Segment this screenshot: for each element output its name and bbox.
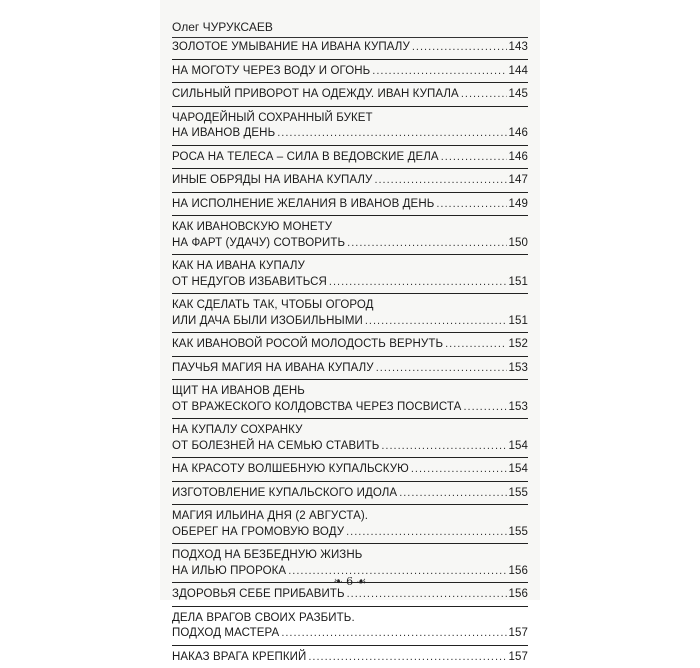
- page-footer: [0, 575, 700, 588]
- toc-page-number: 154: [509, 439, 529, 455]
- page-number: 6: [346, 575, 353, 588]
- ornament-left-icon: ❧: [333, 575, 342, 588]
- toc-entry-title: НА ИЛЬЮ ПРОРОКА: [172, 564, 286, 580]
- toc-page-number: 157: [509, 626, 529, 642]
- dot-leader: [372, 64, 506, 80]
- toc-page-number: 153: [509, 400, 529, 416]
- toc-entry-title: НА ИСПОЛНЕНИЕ ЖЕЛАНИЯ В ИВАНОВ ДЕНЬ: [172, 197, 434, 213]
- toc-page-number: 157: [509, 650, 529, 666]
- toc-entry-title: ИНЫЕ ОБРЯДЫ НА ИВАНА КУПАЛУ: [172, 173, 372, 189]
- toc-entry-title: ДЕЛА ВРАГОВ СВОИХ РАЗБИТЬ.: [172, 611, 355, 627]
- toc-entry-title: НА КРАСОТУ ВОЛШЕБНУЮ КУПАЛЬСКУЮ: [172, 462, 409, 478]
- toc-page-number: 149: [509, 197, 529, 213]
- toc-entry: [172, 481, 528, 505]
- dot-leader: [445, 337, 506, 353]
- toc-entry-title: ОТ БОЛЕЗНЕЙ НА СЕМЬЮ СТАВИТЬ: [172, 439, 379, 455]
- dot-leader: [436, 197, 506, 213]
- toc-entry-title: ОТ НЕДУГОВ ИЗБАВИТЬСЯ: [172, 275, 327, 291]
- toc-entry: [172, 606, 528, 645]
- dot-leader: [308, 650, 506, 666]
- toc-entry-title: ПОДХОД НА БЕЗБЕДНУЮ ЖИЗНЬ: [172, 548, 362, 564]
- toc-entry: [172, 106, 528, 145]
- toc-page-number: 143: [509, 40, 529, 56]
- toc-entry: [172, 504, 528, 543]
- toc-entry: [172, 457, 528, 481]
- toc-entry: [172, 36, 528, 59]
- dot-leader: [411, 462, 507, 478]
- toc-entry: [172, 332, 528, 356]
- dot-leader: [381, 439, 506, 455]
- toc-entry-title: НА МОГОТУ ЧЕРЕЗ ВОДУ И ОГОНЬ: [172, 64, 370, 80]
- toc-page-number: 146: [509, 126, 529, 142]
- toc-entry-title: НА ИВАНОВ ДЕНЬ: [172, 126, 275, 142]
- dot-leader: [376, 361, 507, 377]
- dot-leader: [347, 236, 506, 252]
- table-of-contents: [172, 36, 528, 668]
- toc-entry-title: ПАУЧЬЯ МАГИЯ НА ИВАНА КУПАЛУ: [172, 361, 374, 377]
- toc-entry: [172, 192, 528, 216]
- toc-page-number: 151: [509, 275, 529, 291]
- toc-entry-title: ОТ ВРАЖЕСКОГО КОЛДОВСТВА ЧЕРЕЗ ПОСВИСТА: [172, 400, 461, 416]
- toc-page-number: 147: [509, 173, 529, 189]
- dot-leader: [461, 87, 507, 103]
- toc-page-number: 152: [509, 337, 529, 353]
- toc-entry: [172, 293, 528, 332]
- toc-entry-title: ОБЕРЕГ НА ГРОМОВУЮ ВОДУ: [172, 525, 344, 541]
- dot-leader: [412, 40, 507, 56]
- toc-page-number: 155: [509, 525, 529, 541]
- toc-entry-title: КАК ИВАНОВОЙ РОСОЙ МОЛОДОСТЬ ВЕРНУТЬ: [172, 337, 443, 353]
- dot-leader: [329, 275, 507, 291]
- toc-entry: [172, 215, 528, 254]
- toc-page-number: 144: [509, 64, 529, 80]
- ornament-right-icon: ☙: [357, 575, 367, 588]
- toc-entry: [172, 82, 528, 106]
- toc-page-number: 153: [509, 361, 529, 377]
- toc-entry-title: РОСА НА ТЕЛЕСА – СИЛА В ВЕДОВСКИЕ ДЕЛА: [172, 150, 439, 166]
- dot-leader: [399, 486, 506, 502]
- toc-page-number: 154: [509, 462, 529, 478]
- toc-entry-title: КАК ИВАНОВСКУЮ МОНЕТУ: [172, 220, 332, 236]
- toc-page-number: 146: [509, 150, 529, 166]
- dot-leader: [346, 525, 506, 541]
- toc-entry-title: ИЗГОТОВЛЕНИЕ КУПАЛЬСКОГО ИДОЛА: [172, 486, 397, 502]
- toc-entry-title: МАГИЯ ИЛЬИНА ДНЯ (2 АВГУСТА).: [172, 509, 368, 525]
- toc-entry-title: ИЛИ ДАЧА БЫЛИ ИЗОБИЛЬНЫМИ: [172, 314, 363, 330]
- toc-entry: [172, 645, 528, 668]
- toc-entry-title: НА ФАРТ (УДАЧУ) СОТВОРИТЬ: [172, 236, 345, 252]
- toc-page-number: 145: [509, 87, 529, 103]
- toc-entry-title: ЗДОРОВЬЯ СЕБЕ ПРИБАВИТЬ: [172, 587, 345, 603]
- toc-entry: [172, 254, 528, 293]
- dot-leader: [374, 173, 506, 189]
- toc-page-number: 156: [509, 587, 529, 603]
- toc-entry-title: КАК НА ИВАНА КУПАЛУ: [172, 259, 305, 275]
- toc-page-number: 155: [509, 486, 529, 502]
- toc-entry: [172, 379, 528, 418]
- toc-entry: [172, 356, 528, 380]
- toc-entry-title: НАКАЗ ВРАГА КРЕПКИЙ: [172, 650, 306, 666]
- toc-entry-title: НА КУПАЛУ СОХРАНКУ: [172, 423, 303, 439]
- dot-leader: [281, 626, 506, 642]
- toc-entry: [172, 168, 528, 192]
- dot-leader: [441, 150, 507, 166]
- toc-entry: [172, 418, 528, 457]
- dot-leader: [463, 400, 506, 416]
- toc-page-number: 151: [509, 314, 529, 330]
- dot-leader: [347, 587, 507, 603]
- toc-entry-title: СИЛЬНЫЙ ПРИВОРОТ НА ОДЕЖДУ. ИВАН КУПАЛА: [172, 87, 459, 103]
- toc-page-number: 150: [509, 236, 529, 252]
- toc-entry: [172, 145, 528, 169]
- toc-page-number: 156: [509, 564, 529, 580]
- toc-entry-title: КАК СДЕЛАТЬ ТАК, ЧТОБЫ ОГОРОД: [172, 298, 374, 314]
- author-name: Олег ЧУРУКСАЕВ: [172, 20, 273, 34]
- dot-leader: [277, 126, 506, 142]
- toc-entry-title: ЩИТ НА ИВАНОВ ДЕНЬ: [172, 384, 305, 400]
- toc-entry-title: ПОДХОД МАСТЕРА: [172, 626, 279, 642]
- dot-leader: [365, 314, 507, 330]
- toc-entry-title: ЗОЛОТОЕ УМЫВАНИЕ НА ИВАНА КУПАЛУ: [172, 40, 410, 56]
- toc-entry: [172, 59, 528, 83]
- toc-entry-title: ЧАРОДЕЙНЫЙ СОХРАННЫЙ БУКЕТ: [172, 111, 373, 127]
